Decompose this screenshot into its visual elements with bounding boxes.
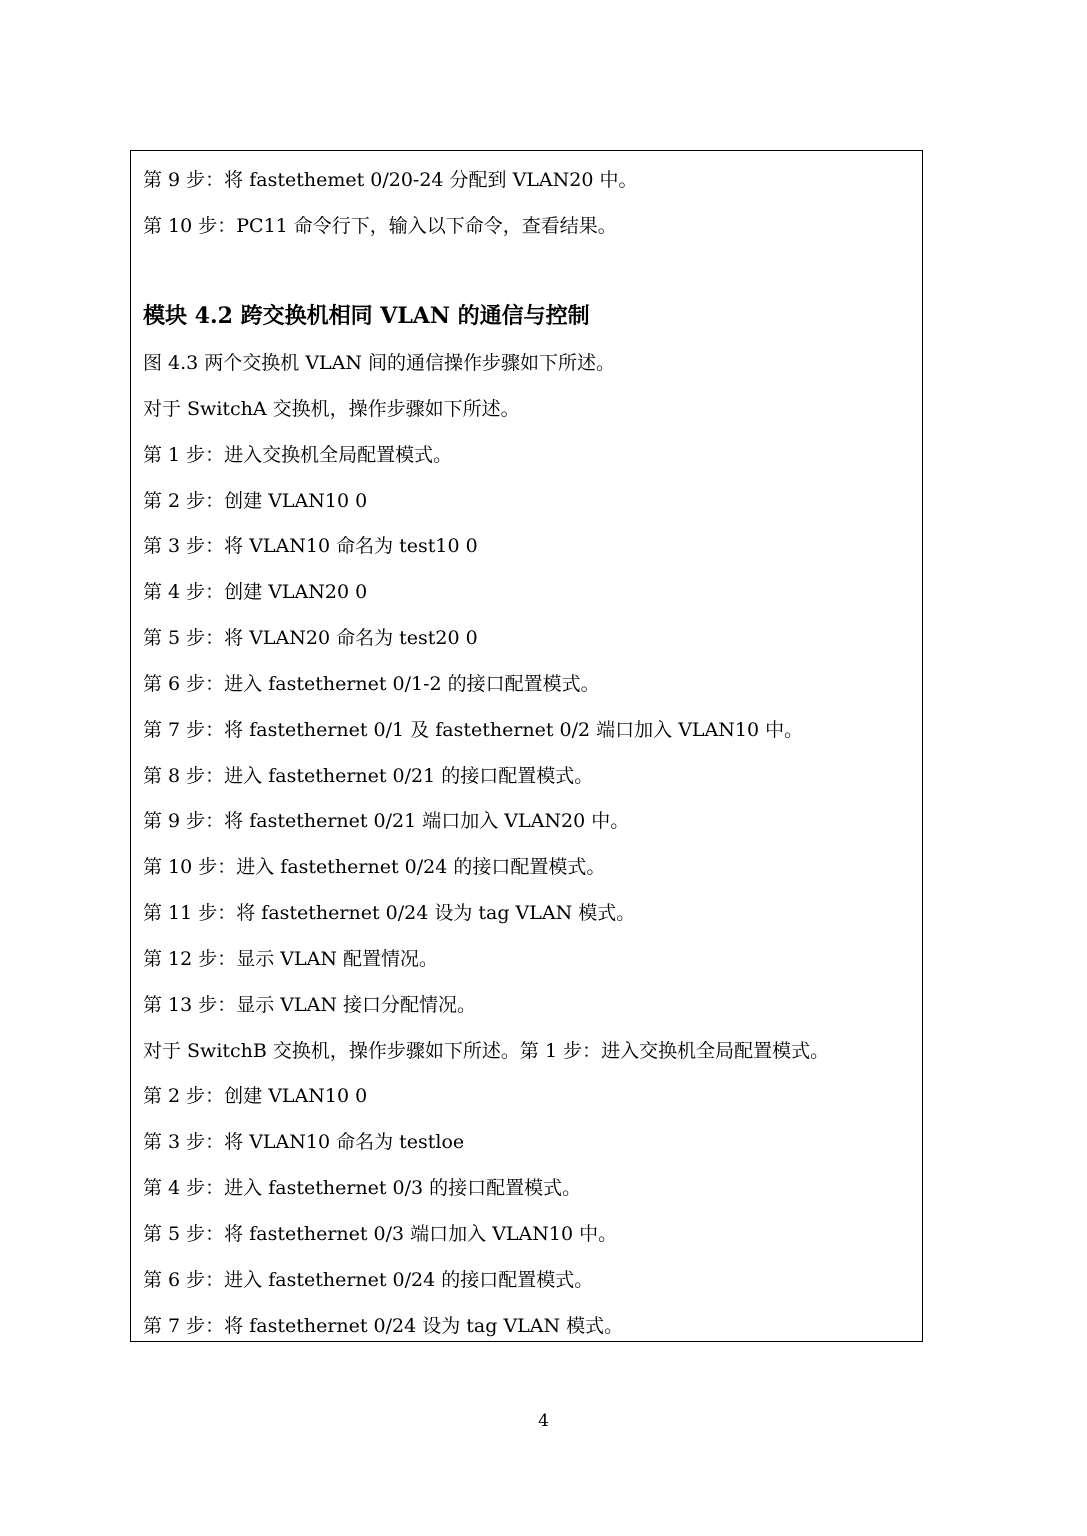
step-line: 第 2 步：创建 VLAN10 0 [143,1085,368,1107]
step-line: 第 13 步：显示 VLAN 接口分配情况。 [143,994,477,1016]
section-heading: 模块 4.2 跨交换机相同 VLAN 的通信与控制 [143,303,590,329]
step-line: 第 3 步：将 VLAN10 命名为 test10 0 [143,535,478,557]
step-line: 第 6 步：进入 fastethernet 0/1-2 的接口配置模式。 [143,673,600,695]
step-line: 第 10 步：PC11 命令行下，输入以下命令，查看结果。 [143,215,617,237]
step-line: 第 9 步：将 fastethemet 0/20-24 分配到 VLAN20 中。 [143,169,638,191]
step-line: 第 7 步：将 fastethernet 0/1 及 fastethernet 0/2 端口加入 VLAN10 中。 [143,719,804,741]
step-line: 第 11 步：将 fastethernet 0/24 设为 tag VLAN 模式。 [143,902,636,924]
step-line: 第 9 步：将 fastethernet 0/21 端口加入 VLAN20 中。 [143,810,630,832]
step-line: 第 5 步：将 VLAN20 命名为 test20 0 [143,627,478,649]
step-line: 第 4 步：创建 VLAN20 0 [143,581,368,603]
step-line: 第 5 步：将 fastethernet 0/3 端口加入 VLAN10 中。 [143,1223,618,1245]
body-line: 对于 SwitchB 交换机，操作步骤如下所述。第 1 步：进入交换机全局配置模式。 [143,1040,830,1062]
step-line: 第 12 步：显示 VLAN 配置情况。 [143,948,439,970]
step-line: 第 10 步：进入 fastethernet 0/24 的接口配置模式。 [143,856,606,878]
step-line: 第 1 步：进入交换机全局配置模式。 [143,444,453,466]
step-line: 第 3 步：将 VLAN10 命名为 testloe [143,1131,465,1153]
body-line: 图 4.3 两个交换机 VLAN 间的通信操作步骤如下所述。 [143,352,616,374]
step-line: 第 8 步：进入 fastethernet 0/21 的接口配置模式。 [143,765,594,787]
step-line: 第 4 步：进入 fastethernet 0/3 的接口配置模式。 [143,1177,582,1199]
step-line: 第 2 步：创建 VLAN10 0 [143,490,368,512]
step-line: 第 6 步：进入 fastethernet 0/24 的接口配置模式。 [143,1269,594,1291]
body-line: 对于 SwitchA 交换机，操作步骤如下所述。 [143,398,520,420]
step-line: 第 7 步：将 fastethernet 0/24 设为 tag VLAN 模式。 [143,1315,624,1337]
page-number: 4 [538,1411,549,1431]
